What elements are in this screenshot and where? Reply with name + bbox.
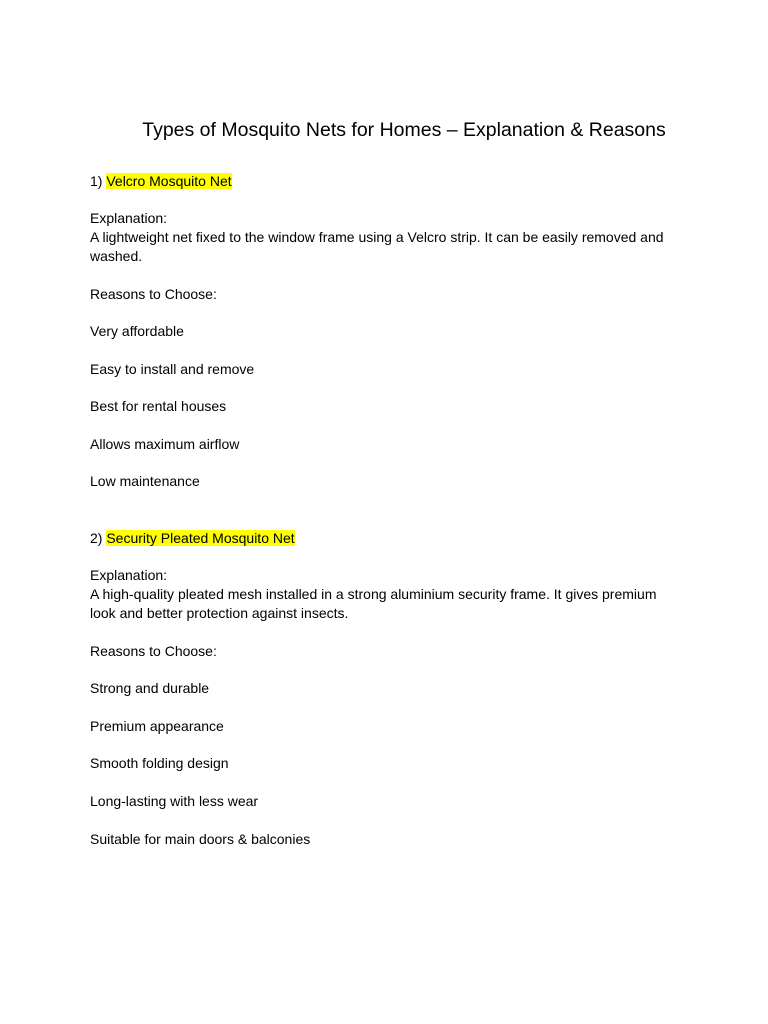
explanation-text: A high-quality pleated mesh installed in a strong aluminium security frame. It gives premium look and better protection against insects. (90, 586, 657, 621)
reason-item: Premium appearance (90, 718, 224, 734)
reason-item: Low maintenance (90, 473, 200, 489)
section-title-highlight: Security Pleated Mosquito Net (106, 530, 295, 546)
section-title-highlight: Velcro Mosquito Net (106, 173, 232, 189)
reason-item: Allows maximum airflow (90, 436, 240, 452)
reason-item: Best for rental houses (90, 398, 227, 414)
reasons-label: Reasons to Choose: (90, 286, 217, 302)
reason-item: Smooth folding design (90, 755, 229, 771)
reason-item: Strong and durable (90, 680, 210, 696)
section-heading (90, 172, 232, 191)
reason-item: Suitable for main doors & balconies (90, 831, 311, 847)
explanation-label: Explanation: (90, 567, 168, 583)
reasons-label: Reasons to Choose: (90, 643, 217, 659)
section-number: 2) (90, 530, 103, 546)
section-heading (90, 529, 295, 548)
document-title: Types of Mosquito Nets for Homes – Explanation & Reasons (142, 119, 666, 141)
explanation-text: A lightweight net fixed to the window frame using a Velcro strip. It can be easily removed and washed. (90, 229, 664, 264)
reason-item: Easy to install and remove (90, 361, 255, 377)
section-number: 1) (90, 173, 103, 189)
explanation-label: Explanation: (90, 210, 168, 226)
reason-item: Very affordable (90, 323, 184, 339)
reason-item: Long-lasting with less wear (90, 793, 259, 809)
